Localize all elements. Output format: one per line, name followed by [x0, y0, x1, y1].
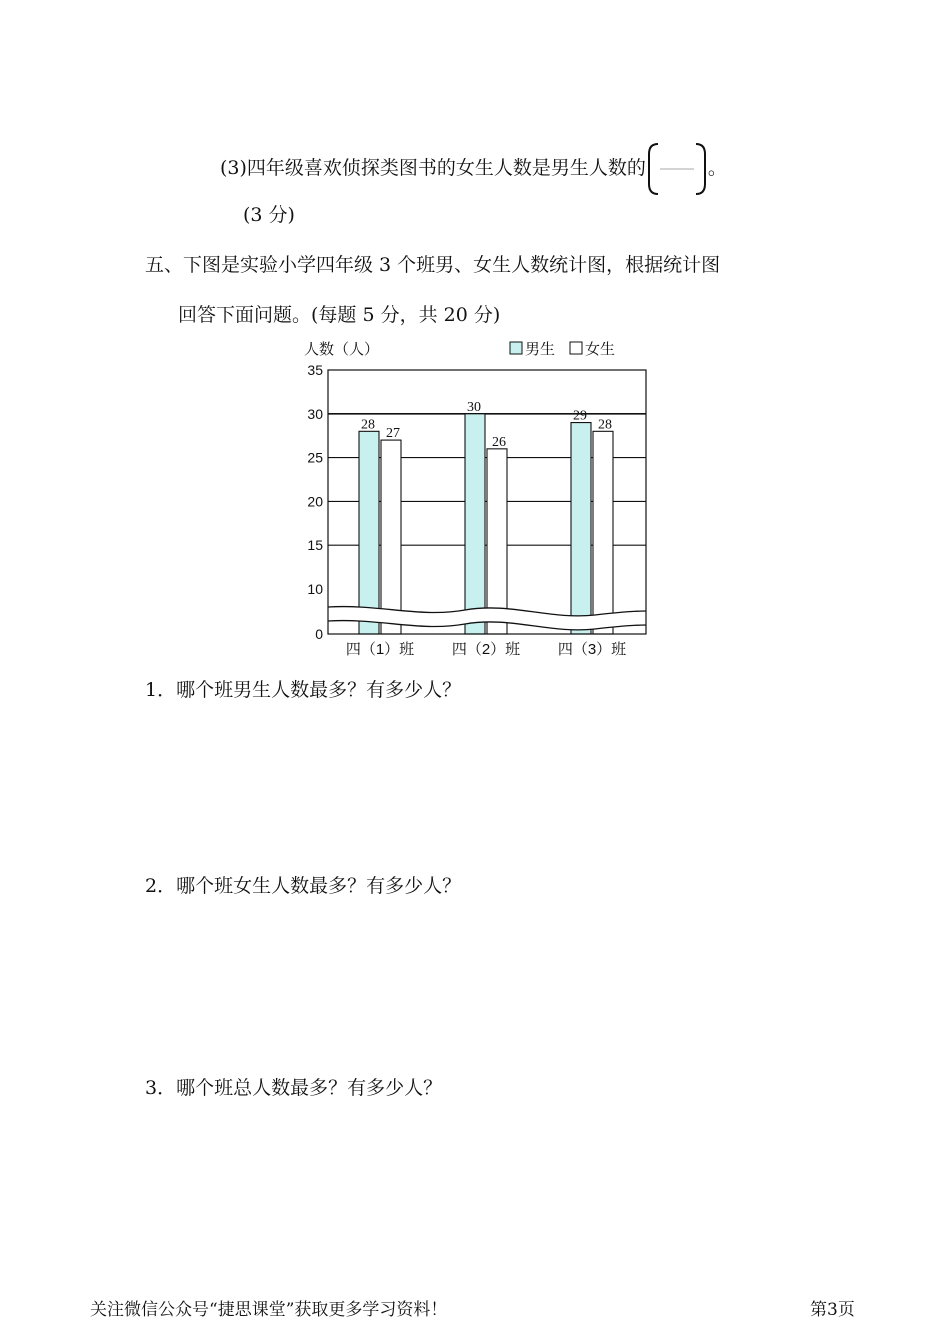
x-label-3: 四（3）班: [557, 641, 627, 658]
y-tick-10: 10: [307, 581, 323, 597]
bar-boys-3: [571, 423, 591, 634]
y-tick-labels: [307, 362, 323, 642]
data-label-boys-2: 30: [467, 399, 481, 415]
bar-girls-3: [593, 431, 613, 634]
section5-heading-line1: 五、下图是实验小学四年级 3 个班男、女生人数统计图，根据统计图: [145, 254, 721, 276]
question-2: 2．哪个班女生人数最多？有多少人？: [145, 875, 462, 897]
legend-label-girls: 女生: [585, 341, 616, 358]
x-label-1: 四（1）班: [345, 641, 415, 658]
bar-boys-2: [465, 414, 485, 634]
x-label-2: 四（2）班: [451, 641, 521, 658]
legend-swatch-girls: [570, 342, 582, 354]
footer-promo: 关注微信公众号“捷思课堂”获取更多学习资料！: [90, 1300, 448, 1320]
q3-end: 。: [707, 157, 727, 179]
y-tick-35: 35: [307, 362, 323, 378]
data-label-girls-1: 27: [386, 426, 400, 442]
question-1: 1．哪个班男生人数最多？有多少人？: [145, 679, 462, 701]
section5-heading-line2: 回答下面问题。(每题 5 分，共 20 分): [178, 304, 501, 326]
y-axis-label: 人数（人）: [304, 341, 380, 358]
legend: [510, 341, 615, 358]
question-3: 3．哪个班总人数最多？有多少人？: [145, 1077, 443, 1099]
bar-girls-1: [381, 440, 401, 634]
page-number: 第3页: [810, 1300, 855, 1320]
data-label-boys-1: 28: [361, 417, 375, 433]
y-tick-15: 15: [307, 537, 323, 554]
bar-chart: [290, 336, 660, 666]
legend-label-boys: 男生: [525, 341, 556, 358]
y-tick-0: 0: [315, 626, 323, 642]
legend-swatch-boys: [510, 342, 522, 354]
part4-question3: [220, 142, 727, 196]
bars: [359, 414, 613, 634]
data-label-boys-3: 29: [573, 408, 587, 424]
data-label-girls-3: 28: [598, 417, 612, 433]
y-tick-20: 20: [307, 493, 323, 510]
y-tick-30: 30: [307, 405, 323, 422]
y-tick-25: 25: [307, 449, 323, 466]
x-tick-labels: [346, 641, 626, 658]
fraction-answer-box[interactable]: [648, 142, 706, 196]
q3-text: (3)四年级喜欢侦探类图书的女生人数是男生人数的: [220, 157, 646, 179]
q3-score: (3 分): [243, 204, 295, 226]
data-label-girls-2: 26: [492, 434, 506, 450]
bar-girls-2: [487, 449, 507, 634]
bar-boys-1: [359, 431, 379, 634]
